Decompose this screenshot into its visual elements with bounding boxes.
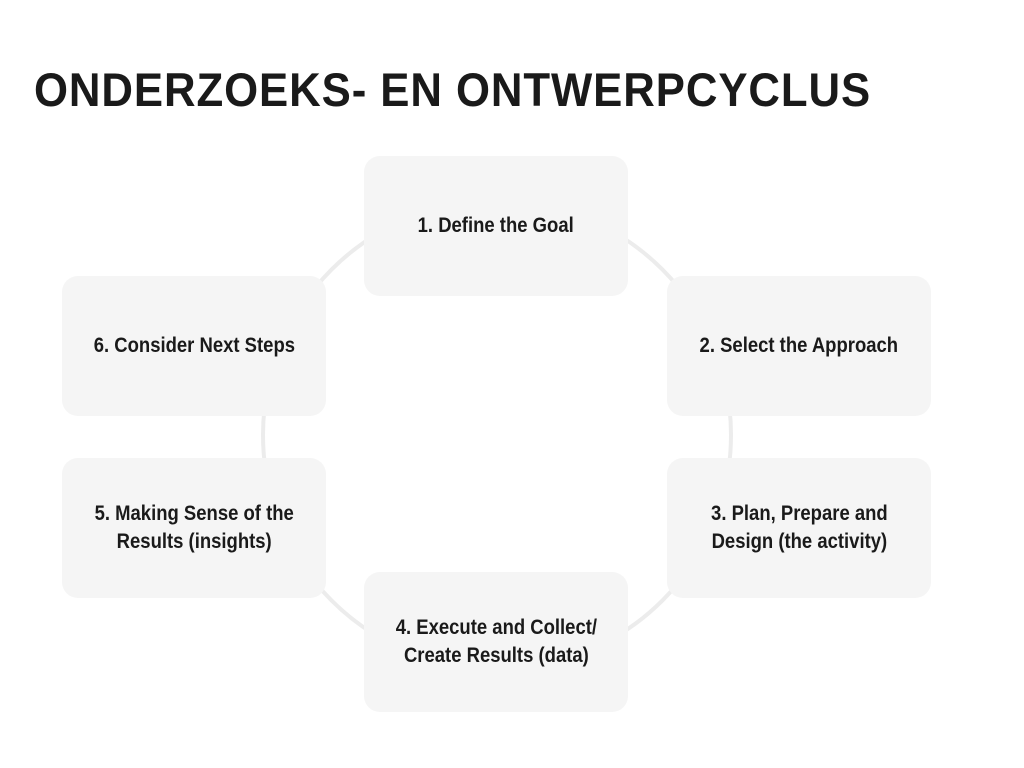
cycle-step-label: 1. Define the Goal: [417, 213, 575, 237]
cycle-step-label: 5. Making Sense of the Results (insights): [94, 501, 294, 553]
slide-title: ONDERZOEKS- EN ONTWERPCYCLUS: [34, 63, 872, 116]
cycle-step-plan-prepare-design: [667, 458, 931, 598]
cycle-step-select-approach: [667, 276, 931, 416]
cycle-step-label: 6. Consider Next Steps: [93, 333, 295, 357]
cycle-step-making-sense: [62, 458, 326, 598]
cycle-step-label: 4. Execute and Collect/ Create Results (data): [395, 615, 597, 667]
cycle-step-execute-collect: [364, 572, 628, 712]
cycle-step-label: 2. Select the Approach: [699, 333, 899, 357]
cycle-step-next-steps: [62, 276, 326, 416]
cycle-step-label: 3. Plan, Prepare and Design (the activity): [710, 501, 888, 553]
cycle-step-define-goal: [364, 156, 628, 296]
